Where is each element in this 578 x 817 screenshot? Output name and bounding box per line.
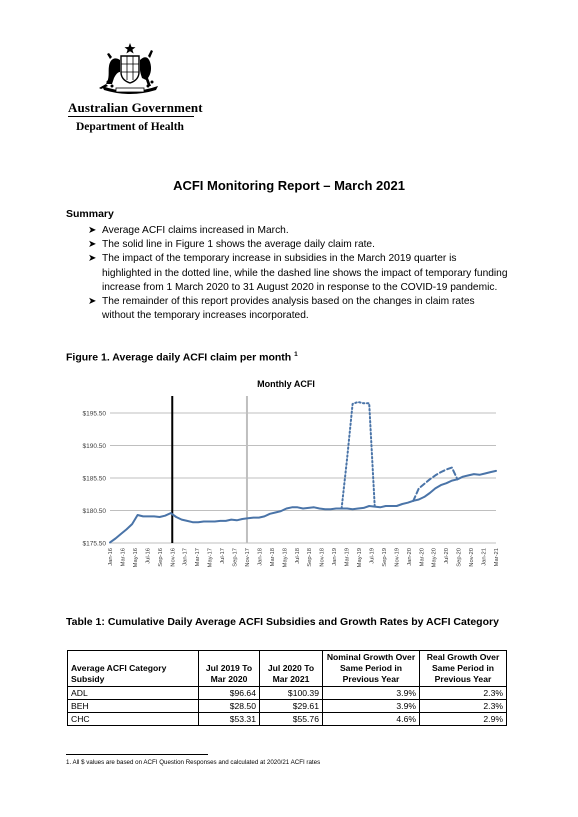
column-header-nominal-growth: Nominal Growth Over Same Period in Previous Year	[323, 651, 420, 687]
cell-jul2020: $29.61	[260, 700, 323, 713]
cell-jul2020: $55.76	[260, 713, 323, 726]
summary-item	[88, 295, 508, 323]
figure-caption-footnote-ref: 1	[294, 351, 298, 358]
x-tick-label: Mar-18	[269, 548, 276, 567]
cell-category: ADL	[68, 687, 199, 700]
series-line-dashed	[413, 468, 457, 501]
coat-of-arms-logo	[96, 42, 164, 94]
x-tick-label: May-18	[282, 548, 289, 568]
arrow-bullet-icon: ➤	[88, 296, 97, 308]
cell-jul2019: $28.50	[199, 700, 260, 713]
x-tick-label: Mar-16	[120, 548, 127, 567]
chart-series	[110, 402, 496, 542]
summary-item-text: The impact of the temporary increase in subsidies in the March 2019 quarter is highlighted in the dotted line, while the dashed line shows the impact of temporary funding increase from 1 March 2020 to 31 August 2020 in response to the COVID-19 pandemic.	[102, 253, 508, 293]
x-tick-label: May-16	[132, 548, 139, 568]
column-header-real-growth: Real Growth Over Same Period in Previous Year	[420, 651, 507, 687]
cell-nominal-growth: 4.6%	[323, 713, 420, 726]
summary-item	[88, 252, 508, 295]
x-tick-label: May-20	[431, 548, 438, 568]
cell-jul2019: $53.31	[199, 713, 260, 726]
arrow-bullet-icon: ➤	[88, 225, 97, 236]
cell-category: CHC	[68, 713, 199, 726]
column-header-jul2020: Jul 2020 To Mar 2021	[260, 651, 323, 687]
summary-item-text: Average ACFI claims increased in March.	[102, 225, 289, 236]
x-tick-label: Sep-19	[381, 548, 388, 567]
x-tick-label: Nov-18	[319, 548, 326, 567]
acfi-subsidies-table	[67, 650, 507, 726]
cell-jul2019: $96.64	[199, 687, 260, 700]
cell-category: BEH	[68, 700, 199, 713]
table-caption: Table 1: Cumulative Daily Average ACFI Subsidies and Growth Rates by ACFI Category	[66, 616, 499, 628]
table-row	[68, 687, 507, 700]
y-tick-label: $190.50	[82, 443, 106, 450]
x-tick-label: Jul-16	[145, 548, 152, 564]
department-name: Department of Health	[76, 121, 184, 133]
x-tick-label: Mar-21	[494, 548, 500, 567]
summary-item-text: The remainder of this report provides analysis based on the changes in claim rates without the temporary increases incorporated.	[102, 296, 475, 322]
column-header-jul2019: Jul 2019 To Mar 2020	[199, 651, 260, 687]
summary-heading: Summary	[66, 208, 114, 220]
y-tick-label: $195.50	[82, 410, 106, 418]
x-tick-label: Jan-16	[108, 548, 114, 566]
table-row	[68, 713, 507, 726]
x-tick-label: May-17	[207, 548, 214, 568]
x-tick-label: Sep-18	[307, 548, 314, 567]
arrow-bullet-icon: ➤	[88, 253, 97, 265]
x-tick-label: Jan-18	[257, 548, 264, 566]
x-tick-label: May-19	[357, 548, 363, 568]
footnote-divider	[66, 754, 208, 755]
series-line-solid	[110, 471, 496, 543]
arrow-bullet-icon: ➤	[88, 239, 97, 251]
x-tick-label: Nov-16	[170, 548, 177, 567]
x-tick-label: Mar-20	[419, 548, 426, 567]
x-tick-label: Jan-21	[481, 548, 488, 566]
summary-item	[88, 224, 508, 238]
cell-real-growth: 2.3%	[420, 700, 507, 713]
x-tick-label: Sep-16	[157, 548, 164, 567]
x-tick-label: Jul-19	[369, 548, 376, 564]
chart-gridlines	[110, 413, 496, 543]
footnote: 1. All $ values are based on ACFI Question Responses and calculated at 2020/21 ACFI rates	[66, 759, 321, 766]
series-line-dotted	[342, 402, 375, 509]
x-tick-label: Mar-17	[195, 548, 202, 567]
x-tick-label: Jan-19	[332, 548, 339, 566]
summary-item	[88, 238, 508, 252]
cell-nominal-growth: 3.9%	[323, 700, 420, 713]
government-name: Australian Government	[68, 100, 203, 115]
x-tick-label: Nov-20	[469, 548, 476, 567]
x-tick-label: Jul-17	[220, 548, 227, 564]
monthly-acfi-chart	[66, 372, 506, 594]
cell-jul2020: $100.39	[260, 687, 323, 700]
column-header-category: Average ACFI Category Subsidy	[68, 651, 199, 687]
summary-list	[88, 224, 508, 323]
summary-item-text: The solid line in Figure 1 shows the average daily claim rate.	[102, 239, 375, 251]
x-tick-label: Jan-20	[406, 548, 413, 566]
cell-real-growth: 2.9%	[420, 713, 507, 726]
chart-y-axis	[83, 411, 107, 548]
cell-nominal-growth: 3.9%	[323, 687, 420, 700]
x-tick-label: Jul-20	[444, 548, 451, 564]
table-row	[68, 700, 507, 713]
x-tick-label: Nov-19	[394, 548, 401, 567]
y-tick-label: $175.50	[82, 540, 106, 548]
header-divider	[68, 116, 194, 117]
table-header-row	[68, 651, 507, 687]
x-tick-label: Sep-20	[456, 548, 463, 567]
chart-x-axis	[108, 548, 500, 567]
x-tick-label: Nov-17	[245, 548, 251, 567]
figure-caption-text: Figure 1. Average daily ACFI claim per month	[66, 351, 292, 364]
x-tick-label: Mar-19	[344, 548, 351, 567]
cell-real-growth: 2.3%	[420, 687, 507, 700]
chart-title: Monthly ACFI	[257, 379, 315, 389]
y-tick-label: $180.50	[82, 508, 106, 515]
x-tick-label: Jan-17	[182, 548, 189, 566]
y-tick-label: $185.50	[82, 475, 106, 483]
figure-caption	[66, 351, 298, 364]
x-tick-label: Jul-18	[294, 548, 301, 564]
report-title: ACFI Monitoring Report – March 2021	[173, 178, 405, 193]
x-tick-label: Sep-17	[232, 548, 239, 567]
